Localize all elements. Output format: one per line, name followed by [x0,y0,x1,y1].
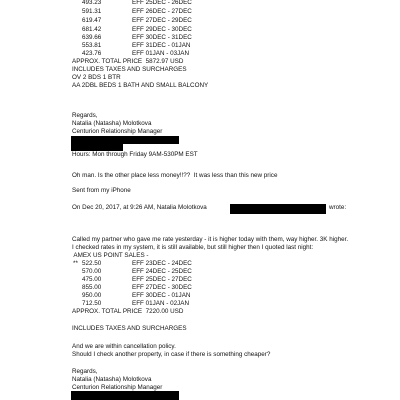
redaction-bar [71,391,179,400]
rate-period: EFF 01JAN - 03JAN [132,50,190,57]
rate-amount: 950.00 [82,292,102,299]
rate-period: EFF 26DEC - 27DEC [132,8,192,15]
taxes-note: INCLUDES TAXES AND SURCHARGES [72,66,187,73]
rate-period: EFF 25DEC - 26DEC [132,0,192,6]
message-line: AMEX US POINT SALES - [72,252,149,259]
rate-period: EFF 01JAN - 02JAN [132,300,190,307]
reply-text: Oh man. Is the other place less money!!?? It was less than this new price [72,172,278,179]
signer-title: Centurion Relationship Manager [72,384,163,391]
room-type: OV 2 BDS 1 BTR [72,74,121,81]
rate-period: EFF 31DEC - 01JAN [132,42,191,49]
rate-amount: 570.00 [82,268,102,275]
sent-from: Sent from my iPhone [72,187,131,194]
rate-amount: 553.81 [82,42,102,49]
rate-period: EFF 27DEC - 30DEC [132,284,192,291]
taxes-note: INCLUDES TAXES AND SURCHARGES [72,325,187,332]
redaction-bar [71,136,179,144]
rate-period: EFF 30DEC - 01JAN [132,292,191,299]
redaction-bar [230,204,326,214]
rate-period: EFF 23DEC - 24DEC [132,260,192,267]
rate-marker: ** [73,260,78,267]
alternative-question: Should I check another property, in case if there is something cheaper? [72,351,271,358]
rate-period: EFF 30DEC - 31DEC [132,34,192,41]
message-line: I checked rates in my system, it is still available, but still higher then I quoted last night: [72,244,314,251]
signer-name: Natalia (Natasha) Molotkova [72,376,152,383]
rate-amount: 475.00 [82,276,102,283]
room-type: AA 2DBL BEDS 1 BATH AND SMALL BALCONY [72,82,209,89]
rate-amount: 639.66 [82,34,102,41]
signer-title: Centurion Relationship Manager [72,128,163,135]
rate-amount: 619.47 [82,17,102,24]
quote-header [72,204,207,212]
rate-amount: 423.76 [82,50,102,57]
total-price: APPROX. TOTAL PRICE 7220.00 USD [72,308,184,315]
total-price: APPROX. TOTAL PRICE 5872.97 USD [72,58,184,65]
redaction-bar [71,144,123,151]
sign-off: Regards, [72,368,98,375]
rate-amount: 493.23 [82,0,102,6]
signer-name: Natalia (Natasha) Molotkova [72,120,152,127]
quote-header-suffix: wrote: [329,204,347,211]
rate-amount: 712.50 [82,300,102,307]
rate-amount: 591.31 [82,8,102,15]
sign-off: Regards, [72,112,98,119]
message-line: Called my partner who gave me rate yesterday - it is higher today with them, way higher. 3K higher. [72,236,349,243]
rate-amount: 855.00 [82,284,102,291]
rate-amount: 681.42 [82,26,102,33]
rate-period: EFF 25DEC - 27DEC [132,276,192,283]
rate-period: EFF 24DEC - 25DEC [132,268,192,275]
rate-amount: 522.50 [82,260,102,267]
cancellation-note: And we are within cancellation policy. [72,343,176,350]
office-hours: Hours: Mon through Friday 9AM-530PM EST [72,151,198,158]
rate-period: EFF 27DEC - 29DEC [132,17,192,24]
quote-header-prefix: On Dec 20, 2017, at 9:26 AM, Natalia Molotkova [72,204,207,211]
rate-period: EFF 29DEC - 30DEC [132,26,192,33]
